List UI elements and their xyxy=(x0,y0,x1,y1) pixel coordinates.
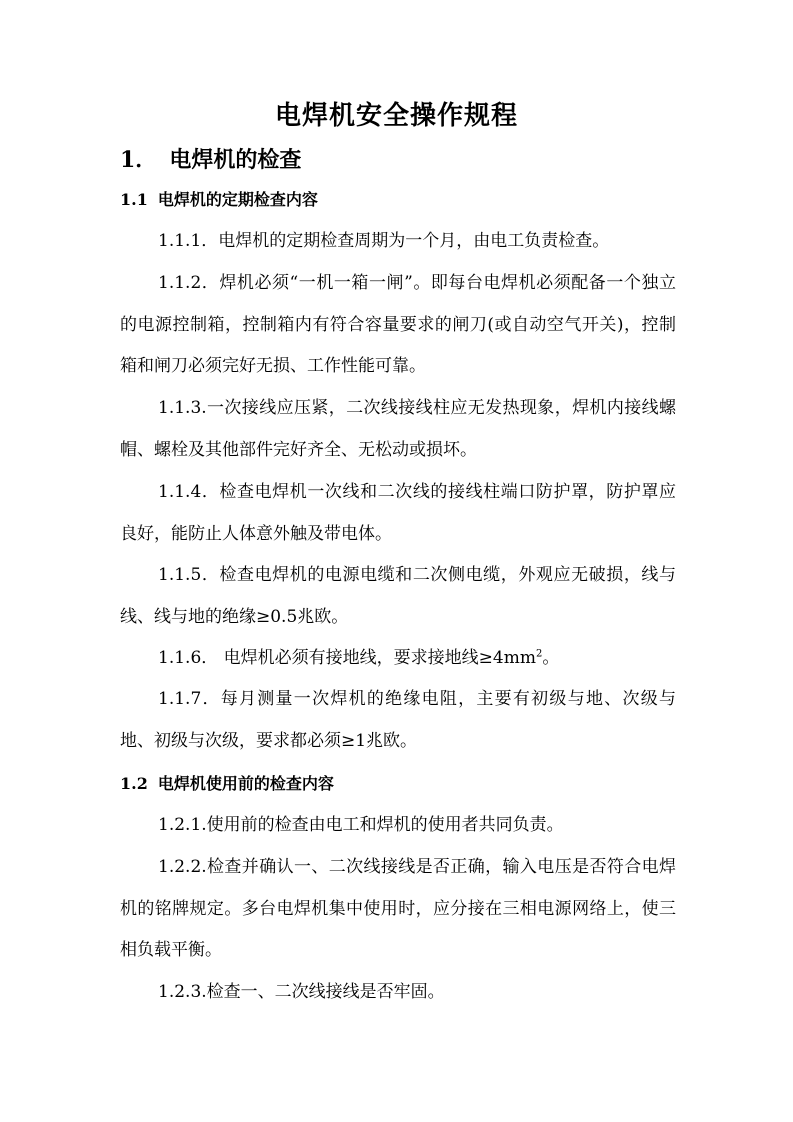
section-1-1-heading xyxy=(120,186,318,214)
section-1-heading xyxy=(120,142,301,178)
section-1-1-number: 1.1 xyxy=(120,190,148,209)
paragraph-1-1-5: 1.1.5．检查电焊机的电源电缆和二次侧电缆，外观应无破损，线与线、线与地的绝缘≥0.5兆欧。 xyxy=(120,565,676,627)
section-1-number: 1． xyxy=(120,147,158,173)
paragraph-1-1-6-end: 。 xyxy=(542,648,560,668)
paragraph-1-2-2: 1.2.2.检查并确认一、二次线接线是否正确，输入电压是否符合电焊机的铭牌规定。多台电焊机集中使用时，应分接在三相电源网络上，使三相负载平衡。 xyxy=(120,857,676,960)
paragraph-1-1-2: 1.1.2．焊机必须“一机一箱一闸”。即每台电焊机必须配备一个独立的电源控制箱，控制箱内有符合容量要求的闸刀(或自动空气开关)，控制箱和闸刀必须完好无损、工作性能可靠。 xyxy=(120,273,676,376)
superscript-squared: 2 xyxy=(535,648,543,660)
paragraph-1-1-6-text: 1.1.6． 电焊机必须有接地线，要求接地线≥4mm xyxy=(158,648,536,668)
paragraph-1-1-1: 1.1.1．电焊机的定期检查周期为一个月，由电工负责检查。 xyxy=(158,231,610,251)
paragraph-1-1-3: 1.1.3.一次接线应压紧，二次线接线柱应无发热现象，焊机内接线螺帽、螺栓及其他部件完好齐全、无松动或损坏。 xyxy=(120,398,676,460)
section-1-2-number: 1.2 xyxy=(120,774,148,793)
paragraph-1-2-1: 1.2.1.使用前的检查由电工和焊机的使用者共同负责。 xyxy=(158,815,564,835)
paragraph-1-2-3: 1.2.3.检查一、二次线接线是否牢固。 xyxy=(158,982,445,1002)
section-1-2-heading xyxy=(120,770,334,798)
document-title: 电焊机安全操作规程 xyxy=(274,101,518,131)
section-1-2-title: 电焊机使用前的检查内容 xyxy=(157,774,334,793)
section-1-title: 电焊机的检查 xyxy=(169,147,302,173)
paragraph-1-1-7: 1.1.7．每月测量一次焊机的绝缘电阻，主要有初级与地、次级与地、初级与次级，要求都必须≥1兆欧。 xyxy=(120,689,676,751)
paragraph-1-1-4: 1.1.4．检查电焊机一次线和二次线的接线柱端口防护罩，防护罩应良好，能防止人体意外触及带电体。 xyxy=(120,482,676,544)
paragraph-1-1-6 xyxy=(120,638,676,680)
section-1-1-title: 电焊机的定期检查内容 xyxy=(157,190,318,209)
